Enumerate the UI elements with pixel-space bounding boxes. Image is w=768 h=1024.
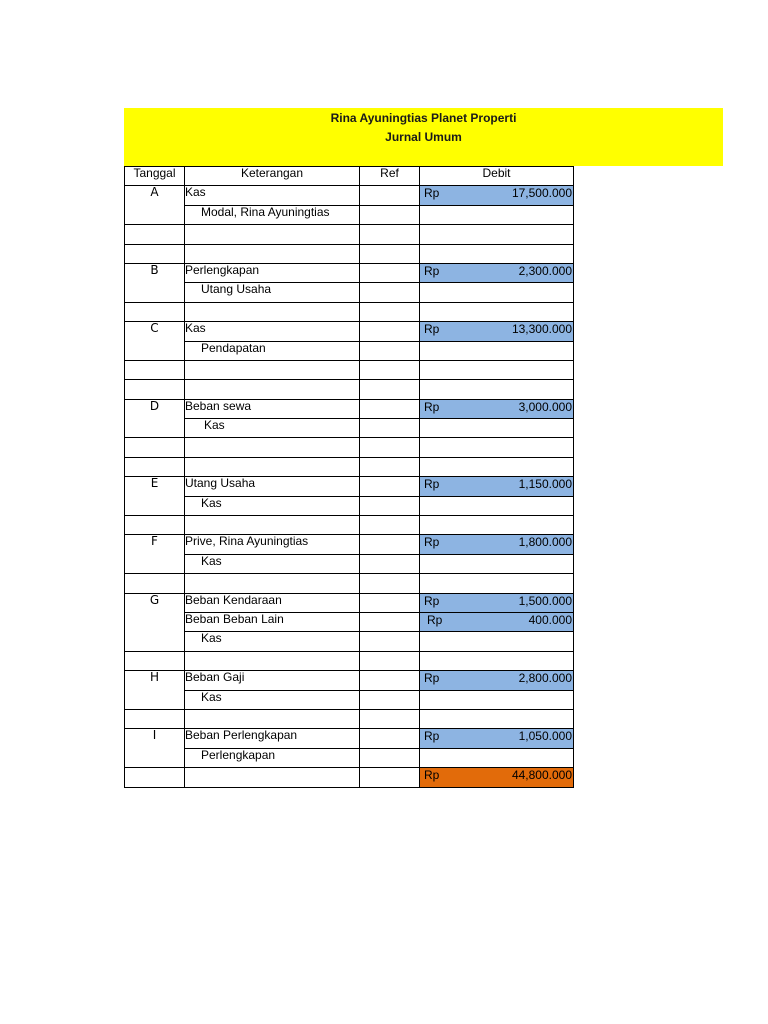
ref-cell[interactable] — [360, 516, 420, 535]
description-cell[interactable]: Pendapatan — [185, 341, 360, 360]
table-row — [125, 690, 574, 709]
debit-cell[interactable] — [420, 322, 574, 341]
ref-cell[interactable] — [360, 419, 420, 438]
debit-cell[interactable] — [420, 632, 574, 651]
debit-amount: 3,000.000 — [518, 399, 572, 414]
debit-cell[interactable] — [420, 496, 574, 515]
currency-label: Rp — [424, 535, 440, 550]
ref-cell[interactable] — [360, 225, 420, 244]
description-cell[interactable] — [185, 360, 360, 379]
blank-row — [125, 438, 574, 457]
currency-label: Rp — [424, 322, 440, 337]
blank-row — [125, 244, 574, 263]
title-banner — [124, 108, 723, 166]
description-cell[interactable]: Beban Kendaraan — [185, 593, 360, 612]
ref-cell[interactable] — [360, 554, 420, 573]
blank-row — [125, 360, 574, 379]
tanggal-cell[interactable] — [125, 225, 185, 244]
debit-cell[interactable] — [420, 651, 574, 670]
debit-cell[interactable] — [420, 341, 574, 360]
entry-letter: A — [125, 186, 185, 225]
ref-cell[interactable] — [360, 535, 420, 554]
header-row — [125, 167, 574, 186]
blank-row — [125, 651, 574, 670]
table-row — [125, 283, 574, 302]
blank-row — [125, 380, 574, 399]
debit-cell[interactable] — [420, 380, 574, 399]
ref-cell[interactable] — [360, 302, 420, 321]
table-row — [125, 593, 574, 612]
column-header-ref: Ref — [360, 167, 420, 186]
debit-amount: 1,500.000 — [518, 593, 572, 608]
debit-cell[interactable] — [420, 360, 574, 379]
debit-cell[interactable] — [420, 516, 574, 535]
ref-cell[interactable] — [360, 651, 420, 670]
description-cell[interactable]: Perlengkapan — [185, 748, 360, 767]
journal-table — [124, 166, 574, 788]
table-row — [125, 612, 574, 631]
description-cell[interactable] — [185, 380, 360, 399]
ref-cell[interactable] — [360, 244, 420, 263]
ref-cell[interactable] — [360, 671, 420, 690]
blank-row — [125, 709, 574, 728]
blank-row — [125, 302, 574, 321]
ref-cell[interactable] — [360, 748, 420, 767]
ref-cell[interactable] — [360, 380, 420, 399]
ref-cell[interactable] — [360, 729, 420, 748]
description-cell[interactable] — [185, 574, 360, 593]
description-cell[interactable] — [185, 516, 360, 535]
tanggal-cell[interactable] — [125, 574, 185, 593]
entry-letter: F — [125, 535, 185, 574]
description-cell[interactable] — [185, 302, 360, 321]
description-cell[interactable]: Utang Usaha — [185, 477, 360, 496]
debit-cell[interactable] — [420, 729, 574, 748]
table-row — [125, 399, 574, 418]
debit-cell[interactable] — [420, 419, 574, 438]
currency-label: Rp — [427, 612, 443, 627]
description-cell[interactable]: Modal, Rina Ayuningtias — [185, 205, 360, 224]
debit-amount: 17,500.000 — [511, 186, 572, 201]
description-cell[interactable]: Kas — [185, 632, 360, 651]
entry-letter: H — [125, 671, 185, 710]
tanggal-cell[interactable] — [125, 302, 185, 321]
description-cell[interactable]: Prive, Rina Ayuningtias — [185, 535, 360, 554]
description-cell[interactable] — [185, 438, 360, 457]
ref-cell[interactable] — [360, 360, 420, 379]
table-row — [125, 322, 574, 341]
entry-letter: D — [125, 399, 185, 438]
table-row — [125, 535, 574, 554]
table-row — [125, 671, 574, 690]
debit-amount: 2,800.000 — [518, 671, 572, 686]
description-cell[interactable]: Kas — [185, 322, 360, 341]
debit-cell[interactable] — [420, 205, 574, 224]
currency-label: Rp — [424, 593, 440, 608]
entry-letter: E — [125, 477, 185, 516]
tanggal-cell[interactable] — [125, 438, 185, 457]
table-row — [125, 748, 574, 767]
ref-cell[interactable] — [360, 186, 420, 205]
description-cell[interactable]: Kas — [185, 690, 360, 709]
description-cell[interactable]: Beban Beban Lain — [185, 612, 360, 631]
debit-cell[interactable] — [420, 554, 574, 573]
debit-cell[interactable] — [420, 593, 574, 612]
blank-row — [125, 457, 574, 476]
table-row — [125, 554, 574, 573]
table-row — [125, 496, 574, 515]
total-amount: 44,800.000 — [511, 768, 572, 783]
description-cell[interactable]: Beban sewa — [185, 399, 360, 418]
ref-cell[interactable] — [360, 263, 420, 282]
entry-letter: G — [125, 593, 185, 651]
debit-amount: 1,800.000 — [518, 535, 572, 550]
description-cell[interactable]: Perlengkapan — [185, 263, 360, 282]
document-title: Jurnal Umum — [385, 130, 462, 144]
tanggal-cell[interactable] — [125, 768, 185, 787]
tanggal-cell[interactable] — [125, 380, 185, 399]
debit-amount: 1,150.000 — [518, 477, 572, 492]
description-cell[interactable]: Kas — [185, 554, 360, 573]
currency-label: Rp — [424, 399, 440, 414]
ref-cell[interactable] — [360, 612, 420, 631]
ref-cell[interactable] — [360, 457, 420, 476]
currency-label: Rp — [424, 186, 440, 201]
tanggal-cell[interactable] — [125, 360, 185, 379]
currency-label: Rp — [424, 263, 440, 278]
debit-cell[interactable] — [420, 302, 574, 321]
debit-cell[interactable] — [420, 186, 574, 205]
ref-cell[interactable] — [360, 690, 420, 709]
debit-amount: 2,300.000 — [518, 263, 572, 278]
description-cell[interactable]: Kas — [185, 186, 360, 205]
column-header-debit: Debit — [420, 167, 574, 186]
ref-cell[interactable] — [360, 322, 420, 341]
table-row — [125, 632, 574, 651]
entry-letter: B — [125, 263, 185, 302]
currency-label: Rp — [424, 768, 440, 783]
company-name: Rina Ayuningtias Planet Properti — [330, 111, 517, 125]
description-cell[interactable]: Kas — [185, 496, 360, 515]
tanggal-cell[interactable] — [125, 651, 185, 670]
tanggal-cell[interactable] — [125, 457, 185, 476]
debit-cell[interactable] — [420, 477, 574, 496]
debit-cell[interactable] — [420, 225, 574, 244]
debit-cell[interactable] — [420, 244, 574, 263]
blank-row — [125, 516, 574, 535]
table-row — [125, 477, 574, 496]
debit-cell[interactable] — [420, 748, 574, 767]
debit-cell[interactable] — [420, 438, 574, 457]
debit-cell[interactable] — [420, 535, 574, 554]
total-debit-cell[interactable] — [420, 768, 574, 787]
blank-row — [125, 225, 574, 244]
ref-cell[interactable] — [360, 496, 420, 515]
table-row — [125, 263, 574, 282]
description-cell[interactable]: Beban Gaji — [185, 671, 360, 690]
currency-label: Rp — [424, 729, 440, 744]
table-row — [125, 729, 574, 748]
ref-cell[interactable] — [360, 768, 420, 787]
debit-cell[interactable] — [420, 690, 574, 709]
column-header-tanggal: Tanggal — [125, 167, 185, 186]
currency-label: Rp — [424, 477, 440, 492]
table-row — [125, 419, 574, 438]
debit-cell[interactable] — [420, 399, 574, 418]
entry-letter: I — [125, 729, 185, 768]
description-cell[interactable] — [185, 709, 360, 728]
description-cell[interactable] — [185, 244, 360, 263]
ref-cell[interactable] — [360, 283, 420, 302]
debit-amount: 13,300.000 — [511, 322, 572, 337]
description-cell[interactable] — [185, 651, 360, 670]
journal-sheet — [124, 166, 574, 788]
ref-cell[interactable] — [360, 709, 420, 728]
total-row — [125, 768, 574, 787]
debit-cell[interactable] — [420, 457, 574, 476]
column-header-keterangan: Keterangan — [185, 167, 360, 186]
description-cell[interactable]: Utang Usaha — [185, 283, 360, 302]
ref-cell[interactable] — [360, 632, 420, 651]
tanggal-cell[interactable] — [125, 244, 185, 263]
ref-cell[interactable] — [360, 341, 420, 360]
currency-label: Rp — [424, 671, 440, 686]
ref-cell[interactable] — [360, 477, 420, 496]
description-cell[interactable]: Kas — [185, 419, 360, 438]
ref-cell[interactable] — [360, 399, 420, 418]
ref-cell[interactable] — [360, 438, 420, 457]
ref-cell[interactable] — [360, 574, 420, 593]
debit-cell[interactable] — [420, 574, 574, 593]
entry-letter: C — [125, 322, 185, 361]
tanggal-cell[interactable] — [125, 709, 185, 728]
debit-cell[interactable] — [420, 709, 574, 728]
debit-cell[interactable] — [420, 263, 574, 282]
debit-cell[interactable] — [420, 671, 574, 690]
description-cell[interactable]: Beban Perlengkapan — [185, 729, 360, 748]
description-cell[interactable] — [185, 457, 360, 476]
debit-amount: 400.000 — [528, 612, 572, 627]
description-cell[interactable] — [185, 225, 360, 244]
debit-amount: 1,050.000 — [518, 729, 572, 744]
ref-cell[interactable] — [360, 593, 420, 612]
ref-cell[interactable] — [360, 205, 420, 224]
blank-row — [125, 574, 574, 593]
table-row — [125, 205, 574, 224]
tanggal-cell[interactable] — [125, 516, 185, 535]
debit-cell[interactable] — [420, 283, 574, 302]
description-cell[interactable] — [185, 768, 360, 787]
table-row — [125, 341, 574, 360]
debit-cell[interactable] — [420, 612, 574, 631]
table-row — [125, 186, 574, 205]
